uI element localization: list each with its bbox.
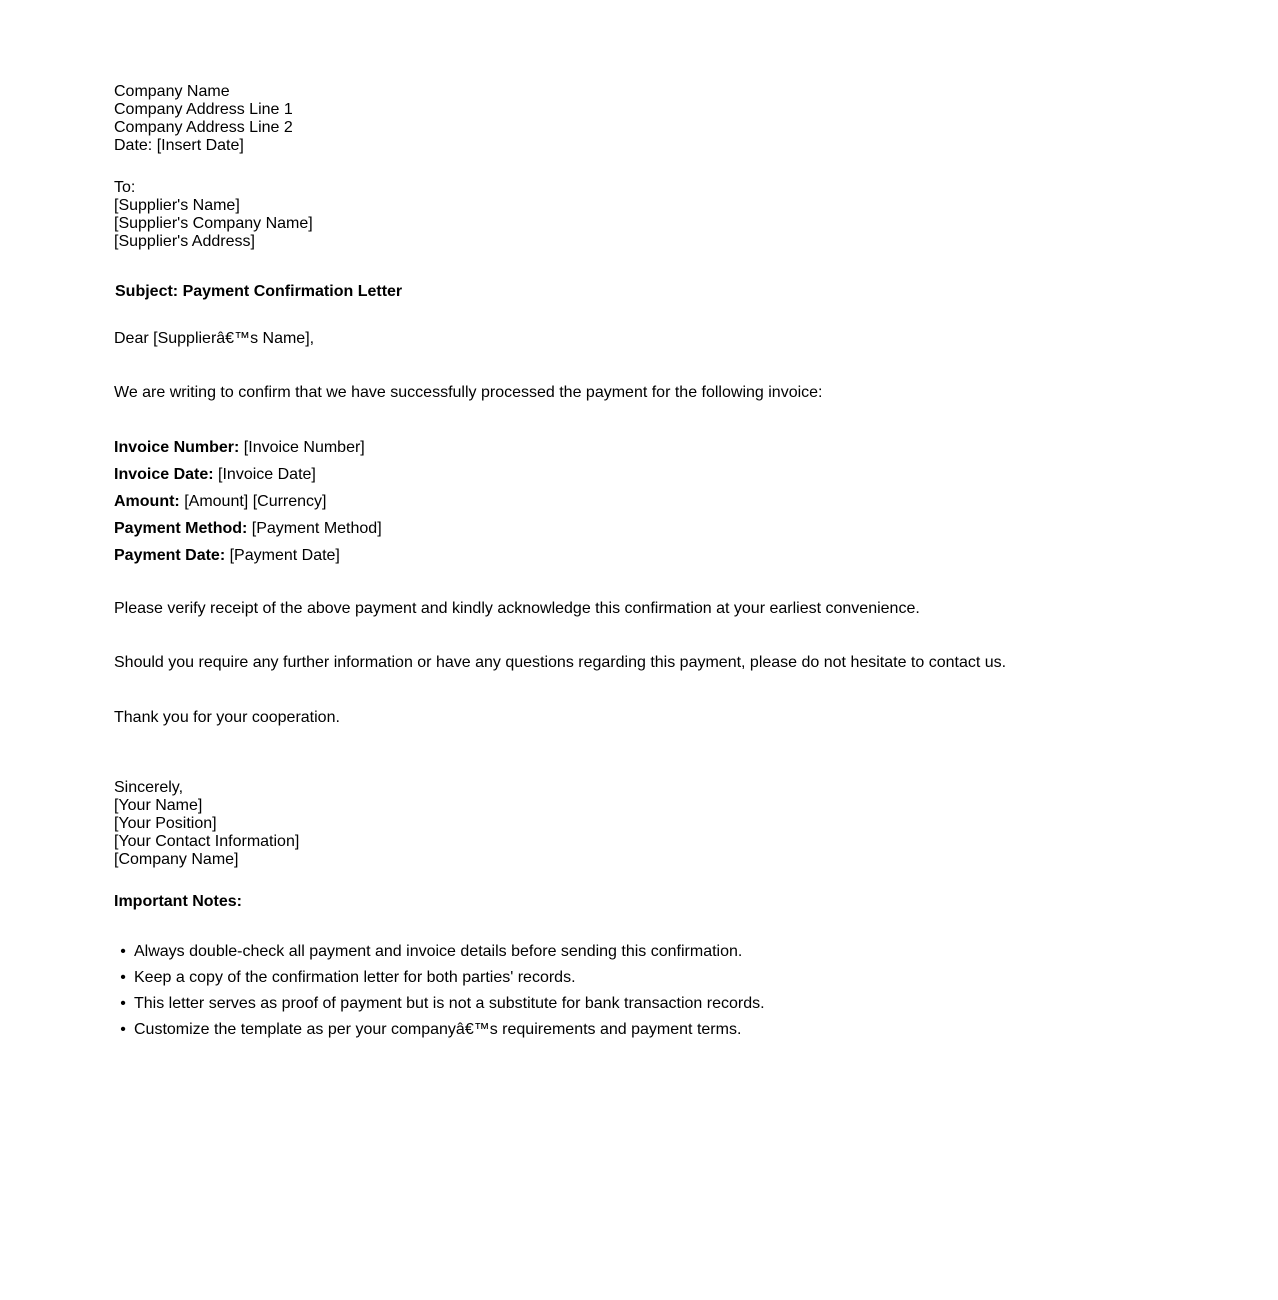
signer-name: [Your Name] — [114, 797, 203, 814]
detail-value: [Payment Method] — [247, 520, 382, 537]
detail-payment-method — [114, 520, 1214, 538]
note-text: Keep a copy of the confirmation letter for both parties' records. — [134, 969, 576, 986]
bullet-icon: • — [120, 995, 126, 1012]
sender-address-line-1: Company Address Line 1 — [114, 101, 293, 118]
sender-block — [114, 83, 1214, 155]
bullet-icon: • — [120, 943, 126, 960]
supplier-company-name: [Supplier's Company Name] — [114, 215, 313, 232]
notes-heading: Important Notes: — [114, 893, 242, 910]
detail-payment-date — [114, 547, 1214, 565]
detail-amount — [114, 493, 1214, 511]
detail-label: Invoice Date: — [114, 466, 214, 483]
supplier-address: [Supplier's Address] — [114, 233, 255, 250]
further-info-paragraph: Should you require any further information or have any questions regarding this payment, please do not hesitate to contact us. — [114, 654, 1007, 671]
letter-date: Date: [Insert Date] — [114, 137, 244, 154]
intro-paragraph: We are writing to confirm that we have successfully processed the payment for the following invoice: — [114, 384, 823, 401]
signer-position: [Your Position] — [114, 815, 217, 832]
list-item — [120, 969, 1214, 987]
notes-list — [114, 943, 1214, 1039]
detail-value: [Amount] [Currency] — [179, 493, 327, 510]
detail-label: Amount: — [114, 493, 180, 510]
list-item — [120, 995, 1214, 1013]
salutation: Dear [Supplierâ€™s Name], — [114, 330, 315, 347]
bullet-icon: • — [120, 1021, 126, 1038]
detail-invoice-date — [114, 466, 1214, 484]
signer-contact: [Your Contact Information] — [114, 833, 300, 850]
signature-block — [114, 779, 1214, 869]
bullet-icon: • — [120, 969, 126, 986]
detail-value: [Invoice Number] — [239, 439, 365, 456]
detail-label: Invoice Number: — [114, 439, 240, 456]
sender-company-name: Company Name — [114, 83, 230, 100]
letter-subject: Subject: Payment Confirmation Letter — [115, 283, 403, 300]
supplier-name: [Supplier's Name] — [114, 197, 240, 214]
note-text: Customize the template as per your companyâ€™s requirements and payment terms. — [134, 1021, 742, 1038]
detail-invoice-number — [114, 439, 1214, 457]
list-item — [120, 1021, 1214, 1039]
thanks-paragraph: Thank you for your cooperation. — [114, 709, 340, 726]
invoice-details — [114, 439, 1214, 565]
note-text: Always double-check all payment and invoice details before sending this confirmation. — [134, 943, 743, 960]
verify-paragraph: Please verify receipt of the above payment and kindly acknowledge this confirmation at your earliest convenience. — [114, 600, 920, 617]
detail-value: [Payment Date] — [225, 547, 340, 564]
detail-value: [Invoice Date] — [213, 466, 316, 483]
letter-document — [114, 83, 1214, 1047]
detail-label: Payment Date: — [114, 547, 226, 564]
sender-address-line-2: Company Address Line 2 — [114, 119, 293, 136]
closing: Sincerely, — [114, 779, 184, 796]
to-label: To: — [114, 179, 136, 196]
list-item — [120, 943, 1214, 961]
signer-company: [Company Name] — [114, 851, 239, 868]
detail-label: Payment Method: — [114, 520, 248, 537]
recipient-block — [114, 179, 1214, 251]
note-text: This letter serves as proof of payment but is not a substitute for bank transaction records. — [134, 995, 765, 1012]
